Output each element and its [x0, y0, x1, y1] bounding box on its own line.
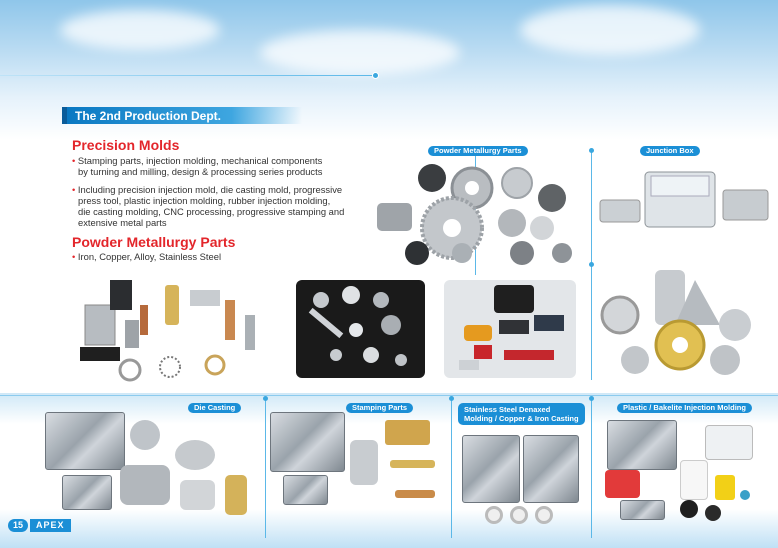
divider-line [451, 398, 452, 538]
stamping-mold [270, 412, 345, 472]
cloud [60, 10, 220, 50]
label-plastic-injection: Plastic / Bakelite Injection Molding [617, 403, 752, 413]
stamping-part [390, 460, 435, 468]
die-casting-part [130, 420, 160, 450]
top-rule [0, 75, 376, 76]
plastic-box [705, 425, 753, 460]
divider-dot [449, 396, 454, 401]
stainless-cup [510, 506, 528, 524]
stamping-part [350, 440, 378, 485]
brand-logo: APEX [30, 519, 71, 532]
powder-bullet: • Iron, Copper, Alloy, Stainless Steel [72, 251, 222, 262]
stamping-part [385, 420, 430, 445]
die-casting-block [62, 475, 112, 510]
divider-dot [589, 396, 594, 401]
top-rule-dot [372, 72, 379, 79]
divider-dot [589, 148, 594, 153]
divider-line [265, 398, 266, 538]
stamping-part [395, 490, 435, 498]
black-background-parts-photo [296, 280, 425, 378]
stainless-mold-right [523, 435, 579, 503]
bullet-2-cont-3: extensive metal parts [78, 217, 167, 228]
precision-molds-title: Precision Molds [72, 137, 180, 153]
bullet-2-cont-1: press tool, plastic injection molding, rubber injection molding, [78, 195, 331, 206]
divider-dot [589, 262, 594, 267]
page-number: 15 [8, 519, 28, 532]
label-powder-metallurgy: Powder Metallurgy Parts [428, 146, 528, 156]
plastic-mold [607, 420, 677, 470]
machined-parts-image [296, 280, 425, 378]
metal-parts-photo [70, 275, 280, 383]
bullet-2-cont-2: die casting molding, CNC processing, progressive stamping and [78, 206, 345, 217]
cloud [520, 5, 700, 55]
section-header-title: The 2nd Production Dept. [75, 109, 221, 123]
label-stainless-line-2: Molding / Copper & Iron Casting [464, 414, 579, 423]
junction-box-photo [595, 160, 773, 240]
bullet-1: • Stamping parts, injection molding, mechanical components [72, 155, 323, 166]
stamping-block [283, 475, 328, 505]
plastic-red-part [605, 470, 640, 498]
bullet-2: • Including precision injection mold, die casting mold, progressive [72, 184, 343, 195]
stainless-mold-left [462, 435, 520, 503]
die-casting-part [180, 480, 215, 510]
powder-metallurgy-title: Powder Metallurgy Parts [72, 234, 236, 250]
plastic-black-ring [680, 500, 698, 518]
divider-dot [263, 396, 268, 401]
plastic-yellow-part [715, 475, 735, 500]
plastic-black-ring [705, 505, 721, 521]
bullet-1-cont: by turning and milling, design & processing series products [78, 166, 323, 177]
stainless-cup [485, 506, 503, 524]
stainless-cup [535, 506, 553, 524]
bottom-rule [0, 395, 778, 396]
gears-image [362, 158, 580, 268]
section-header [62, 107, 302, 124]
label-stainless-line-1: Stainless Steel Denaxed [464, 405, 551, 414]
label-junction-box: Junction Box [640, 146, 700, 156]
junction-box-image [595, 160, 773, 240]
plastic-tray [620, 500, 665, 520]
label-die-casting: Die Casting [188, 403, 241, 413]
divider-line [591, 398, 592, 538]
metal-parts-image [70, 275, 280, 383]
turned-parts-image [595, 265, 773, 380]
turned-parts-photo [595, 265, 773, 380]
die-casting-mold [45, 412, 125, 470]
cloud [260, 30, 460, 75]
anodized-parts-photo [444, 280, 576, 378]
label-stainless-steel [458, 403, 585, 425]
die-casting-part [175, 440, 215, 470]
die-casting-part [225, 475, 247, 515]
powder-metallurgy-photo [362, 158, 580, 268]
anodized-parts-image [444, 280, 576, 378]
label-stamping-parts: Stamping Parts [346, 403, 413, 413]
plastic-cup [680, 460, 708, 500]
plastic-blue-part [740, 490, 750, 500]
die-casting-part [120, 465, 170, 505]
